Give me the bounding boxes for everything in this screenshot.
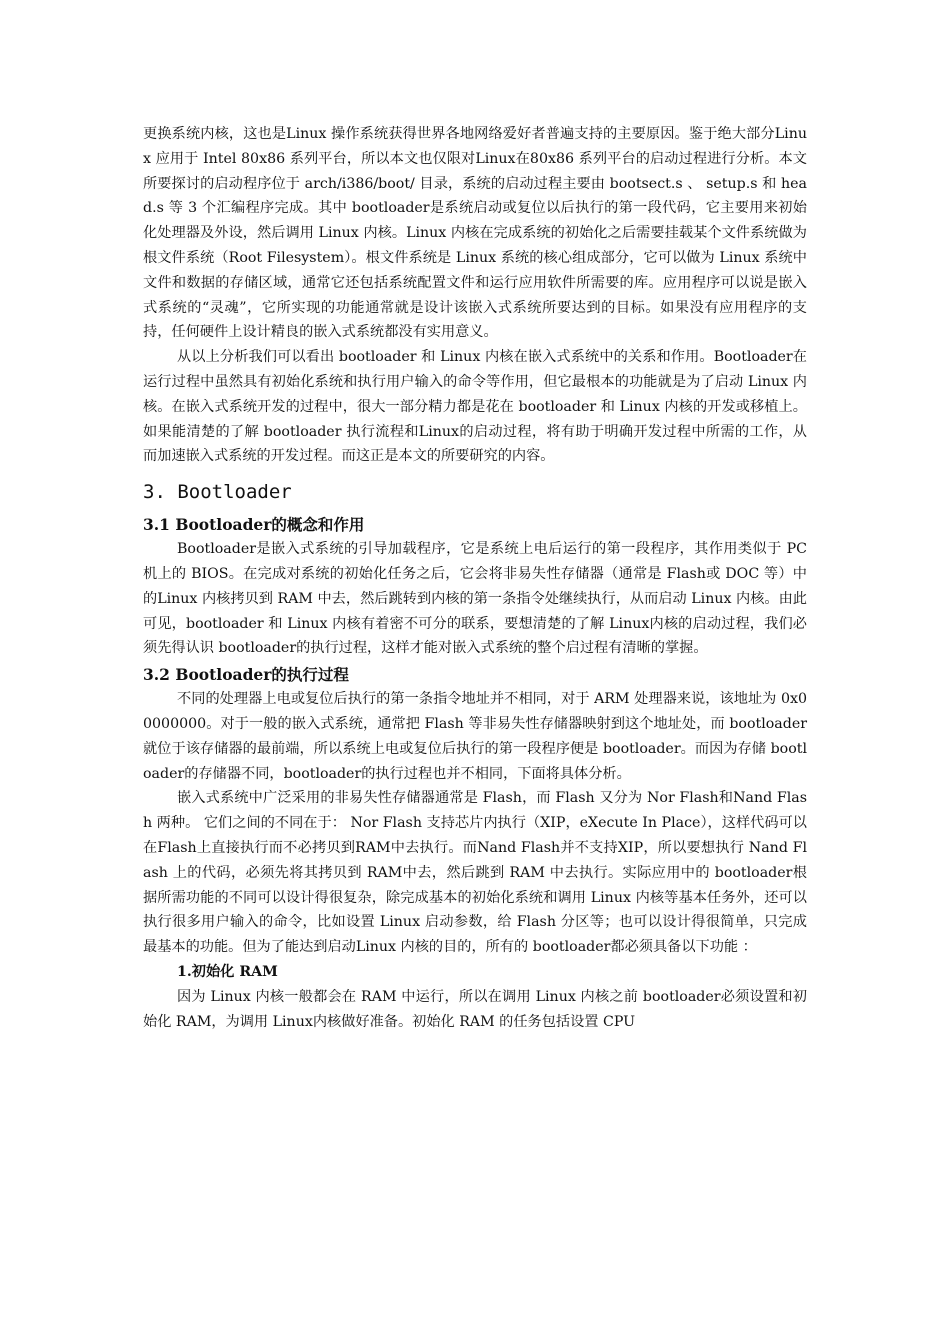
paragraph-init-ram: 因为 Linux 内核一般都会在 RAM 中运行，所以在调用 Linux 内核之前 bootloader必须设置和初始化 RAM，为调用 Linux内核做好准备。初始化 RAM 的任务包括设置 CPU	[143, 988, 807, 1030]
document-page	[143, 122, 807, 1034]
subsection-heading-execution: 3.2 Bootloader的执行过程	[143, 665, 349, 685]
paragraph-bootloader-concept: Bootloader是嵌入式系统的引导加载程序，它是系统上电后运行的第一段程序，其作用类似于 PC 机上的 BIOS。在完成对系统的初始化任务之后，它会将非易失性存储器（通常是 Flash或 DOC 等）中的Linux 内核拷贝到 RAM 中去，然后跳转到内核的第一条指令处继续执行，从而启动 Linux 内核。由此可见，bootloader 和 Linux 内核有着密不可分的联系，要想清楚的了解 Linux内核的启动过程，我们必须先得认识 bootloader的执行过程，这样才能对嵌入式系统的整个启过程有清晰的掌握。	[143, 541, 807, 657]
paragraph-kernel-intro: 更换系统内核，这也是Linux 操作系统获得世界各地网络爱好者普遍支持的主要原因。鉴于绝大部分Linux 应用于 Intel 80x86 系列平台，所以本文也仅限对Linux在80x86 系列平台的启动过程进行分析。本文所要探讨的启动程序位于 arch/i386/boot/ 目录，系统的启动过程主要由 bootsect.s 、 setup.s 和 head.s 等 3 个汇编程序完成。其中 bootloader是系统启动或复位以后执行的第一段代码，它主要用来初始化处理器及外设，然后调用 Linux 内核。Linux 内核在完成系统的初始化之后需要挂载某个文件系统做为根文件系统（Root Filesystem）。根文件系统是 Linux 系统的核心组成部分，它可以做为 Linux 系统中文件和数据的存储区域，通常它还包括系统配置文件和运行应用软件所需要的库。应用程序可以说是嵌入式系统的“灵魂”，它所实现的功能通常就是设计该嵌入式系统所要达到的目标。如果没有应用程序的支持，任何硬件上设计精良的嵌入式系统都没有实用意义。	[143, 126, 807, 341]
paragraph-flash-types: 嵌入式系统中广泛采用的非易失性存储器通常是 Flash，而 Flash 又分为 Nor Flash和Nand Flash 两种。 它们之间的不同在于： Nor Flash 支持芯片内执行（XIP，eXecute In Place），这样代码可以在Flash上直接执行而不必拷贝到RAM中去执行。而Nand Flash并不支持XIP，所以要想执行 Nand Flash 上的代码，必须先将其拷贝到 RAM中去，然后跳到 RAM 中去执行。实际应用中的 bootloader根据所需功能的不同可以设计得很复杂，除完成基本的初始化系统和调用 Linux 内核等基本任务外，还可以执行很多用户输入的命令，比如设置 Linux 启动参数，给 Flash 分区等；也可以设计得很简单，只完成最基本的功能。但为了能达到启动Linux 内核的目的，所有的 bootloader都必须具备以下功能 ：	[143, 790, 807, 956]
paragraph-bootloader-relationship: 从以上分析我们可以看出 bootloader 和 Linux 内核在嵌入式系统中的关系和作用。Bootloader在运行过程中虽然具有初始化系统和执行用户输入的命令等作用，但它最根本的功能就是为了启动 Linux 内核。在嵌入式系统开发的过程中，很大一部分精力都是花在 bootloader 和 Linux 内核的开发或移植上。如果能清楚的了解 bootloader 执行流程和Linux的启动过程，将有助于明确开发过程中所需的工作，从而加速嵌入式系统的开发过程。而这正是本文的所要研究的内容。	[143, 349, 807, 465]
item-heading-init-ram: 1.初始化 RAM	[177, 963, 278, 980]
section-heading-bootloader: 3. Bootloader	[143, 481, 292, 504]
subsection-heading-concept: 3.1 Bootloader的概念和作用	[143, 515, 365, 535]
paragraph-execution-address: 不同的处理器上电或复位后执行的第一条指令地址并不相同，对于 ARM 处理器来说，该地址为 0x00000000。对于一般的嵌入式系统，通常把 Flash 等非易失性存储器映射到这个地址处，而 bootloader就位于该存储器的最前端，所以系统上电或复位后执行的第一段程序便是 bootloader。而因为存储 bootloader的存储器不同，bootloader的执行过程也并不相同，下面将具体分析。	[143, 691, 807, 782]
